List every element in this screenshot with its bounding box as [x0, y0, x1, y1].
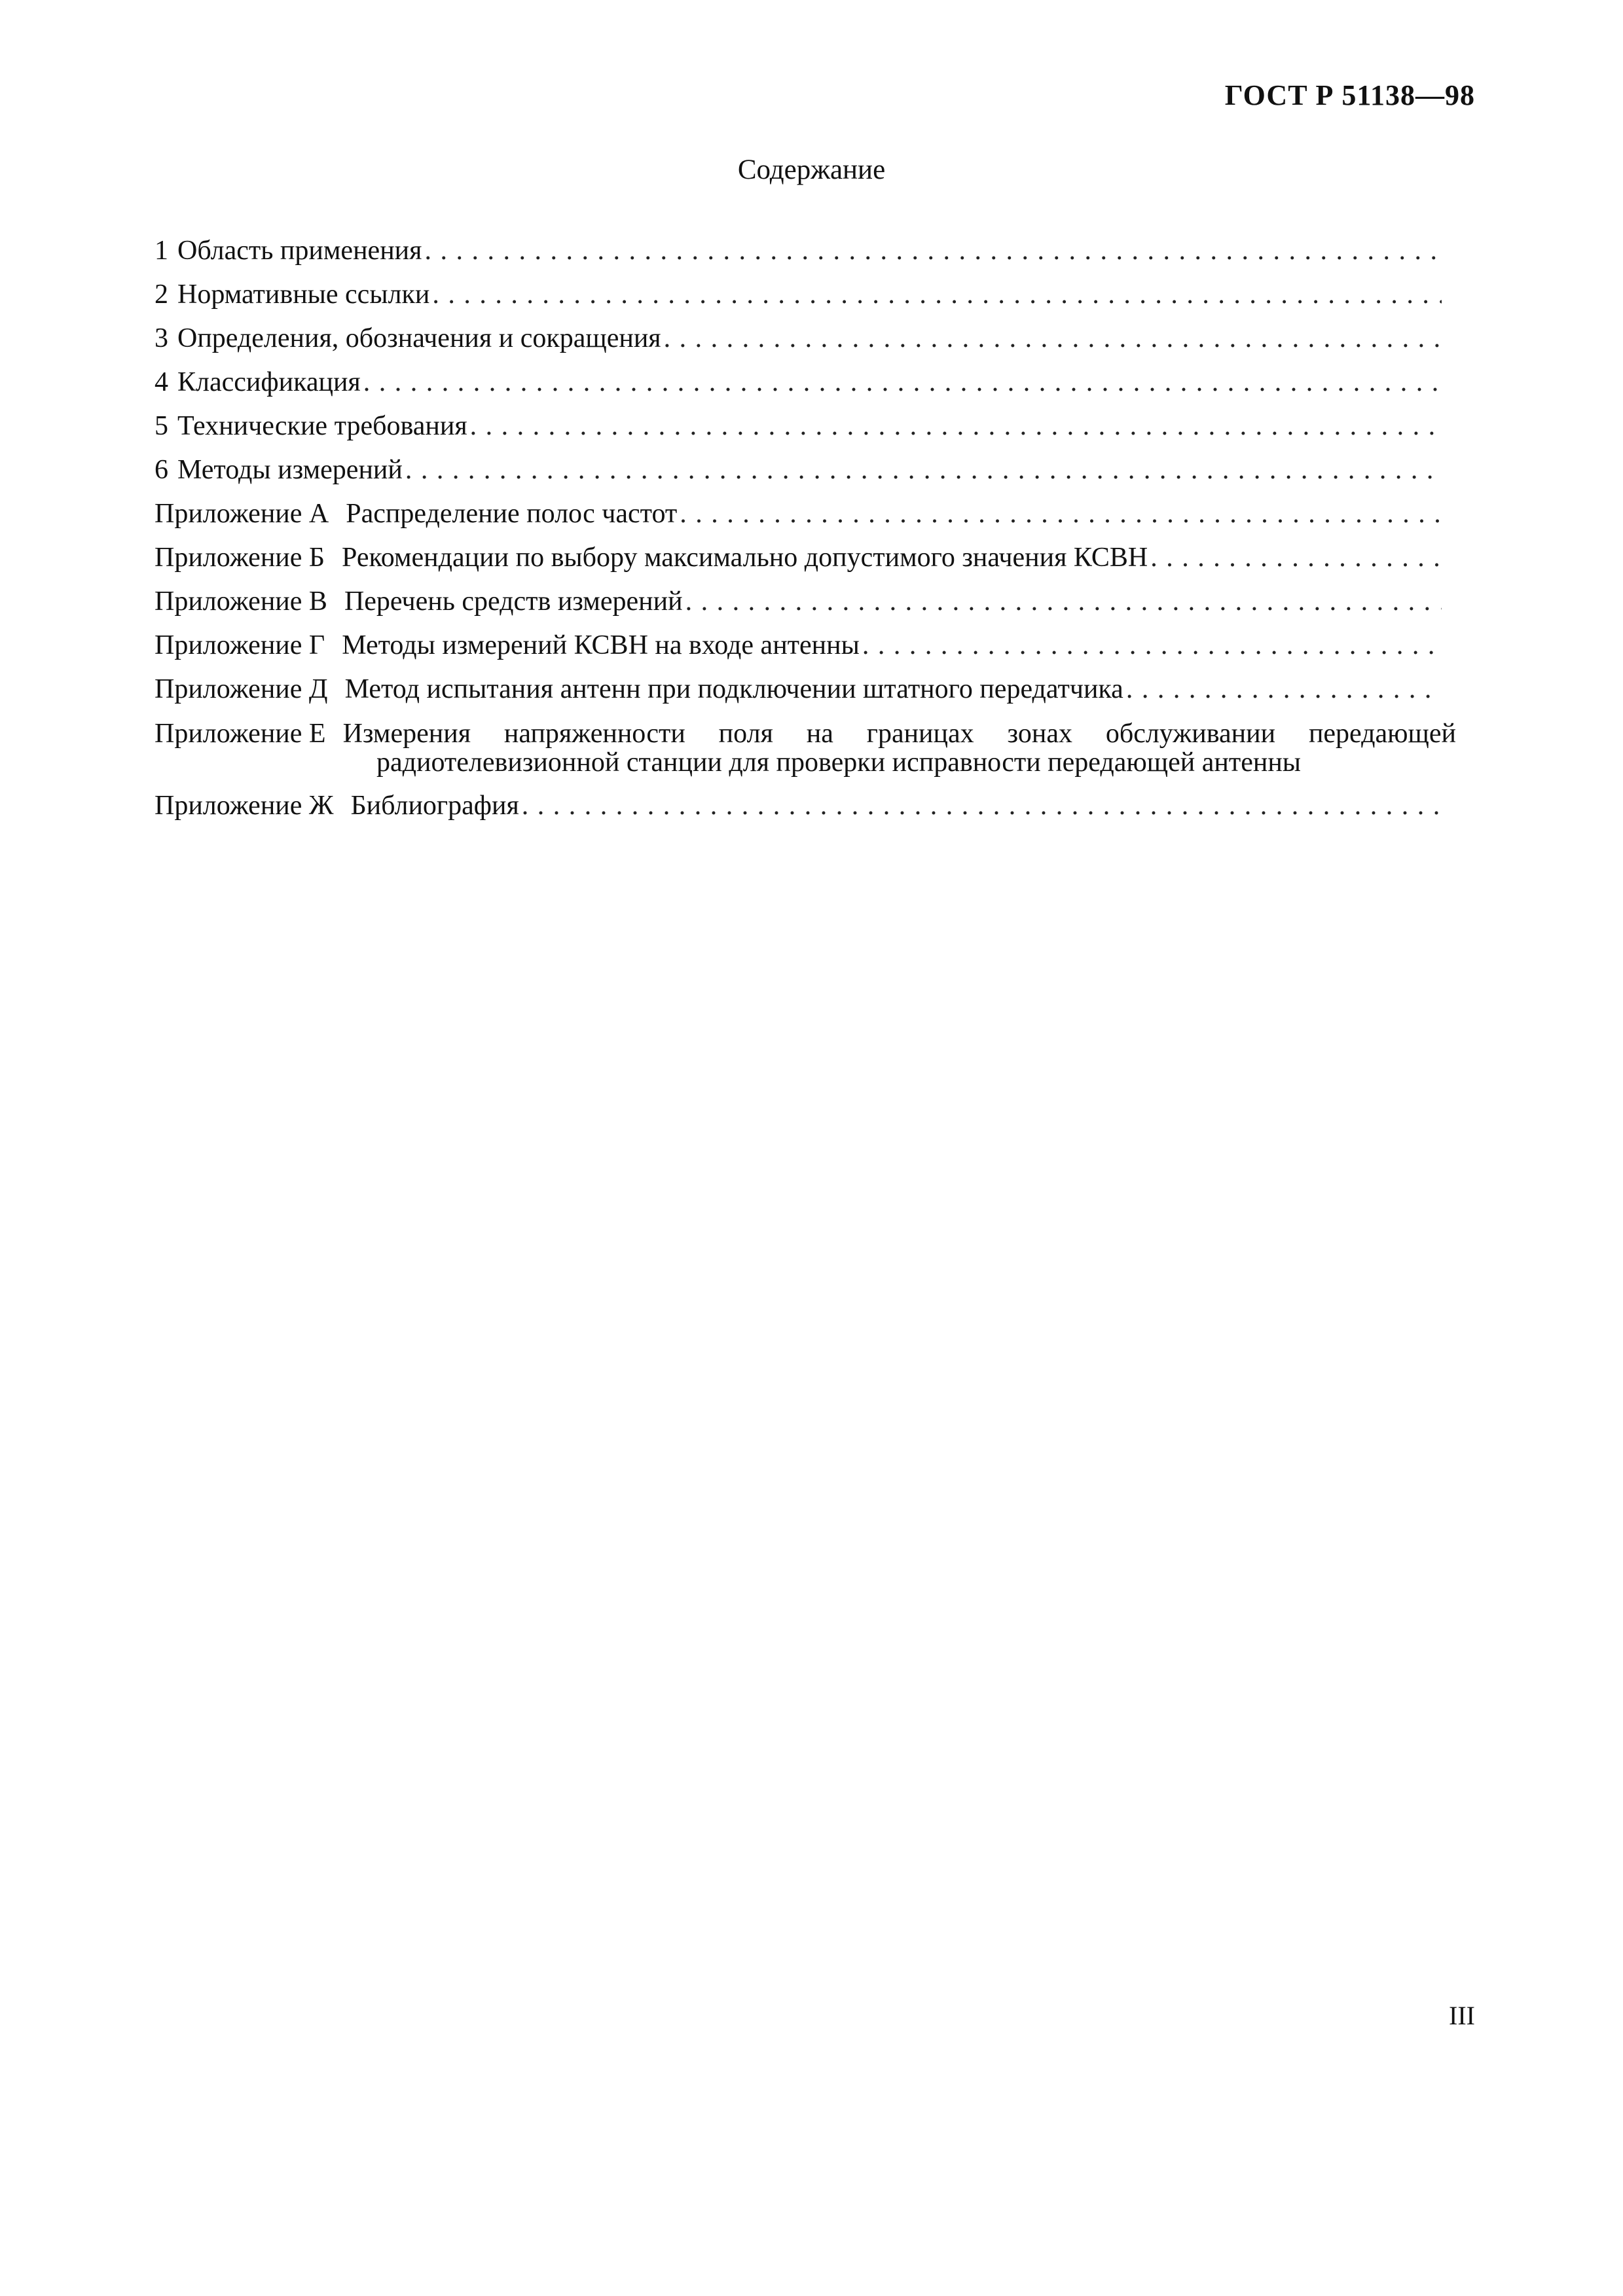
- dot-leader: [522, 784, 1442, 828]
- page-number: III: [1449, 2001, 1475, 2030]
- toc-item[interactable]: [155, 492, 1464, 536]
- dot-leader: [1150, 536, 1442, 580]
- toc-title: Содержание: [737, 154, 886, 185]
- toc-item[interactable]: [155, 668, 1464, 711]
- toc-item-number: Приложение В: [155, 586, 327, 617]
- toc-item-title: Методы измерений: [177, 455, 403, 485]
- dot-leader: [862, 624, 1442, 668]
- table-of-contents: [155, 229, 1464, 828]
- toc-item-title: Рекомендации по выбору максимально допустимого значения КСВН: [342, 543, 1148, 573]
- dot-leader: [470, 404, 1442, 448]
- toc-item-title: Классификация: [177, 367, 361, 397]
- dot-leader: [405, 448, 1442, 492]
- toc-item[interactable]: [155, 404, 1464, 448]
- toc-item-title-continuation: радиотелевизионной станции для проверки исправности передающей антенны: [376, 747, 1302, 778]
- toc-item[interactable]: [155, 784, 1464, 828]
- toc-item[interactable]: [155, 624, 1464, 668]
- toc-item-title: Перечень средств измерений: [344, 586, 683, 617]
- toc-item-title: Технические требования: [177, 411, 467, 441]
- toc-item-number: Приложение Д: [155, 674, 328, 704]
- dot-leader: [685, 580, 1442, 624]
- toc-item-number: 6: [155, 455, 168, 485]
- document-code: ГОСТ Р 51138—98: [1224, 79, 1475, 111]
- toc-item[interactable]: [155, 580, 1464, 624]
- dot-leader: [432, 273, 1442, 317]
- toc-item-title: Область применения: [177, 236, 422, 266]
- toc-item-title: Нормативные ссылки: [177, 279, 430, 310]
- toc-item-number: 1: [155, 236, 168, 266]
- dot-leader: [363, 361, 1442, 404]
- toc-item-number: Приложение Ж: [155, 791, 334, 821]
- dot-leader: [680, 492, 1442, 536]
- toc-item-title: Библиография: [350, 791, 519, 821]
- toc-item-number: Приложение А: [155, 499, 329, 529]
- toc-item-number: 4: [155, 367, 168, 397]
- dot-leader: [1126, 668, 1442, 711]
- toc-item-title: Распределение полос частот: [346, 499, 678, 529]
- toc-item-number: Приложение Б: [155, 543, 325, 573]
- toc-item[interactable]: [155, 229, 1464, 273]
- toc-item[interactable]: [155, 711, 1464, 784]
- dot-leader: [424, 229, 1442, 273]
- toc-item-number: 2: [155, 279, 168, 310]
- toc-item[interactable]: [155, 448, 1464, 492]
- toc-item-title: Измерения напряженности поля на границах зонах обслуживании передающей: [342, 719, 1456, 749]
- toc-item[interactable]: [155, 317, 1464, 361]
- toc-item-number: Приложение Е: [155, 719, 326, 749]
- toc-item-title: Определения, обозначения и сокращения: [177, 323, 661, 353]
- toc-item[interactable]: [155, 273, 1464, 317]
- toc-item-title: Методы измерений КСВН на входе антенны: [342, 630, 860, 660]
- toc-item-number: 3: [155, 323, 168, 353]
- toc-item[interactable]: [155, 536, 1464, 580]
- toc-item[interactable]: [155, 361, 1464, 404]
- toc-item-number: 5: [155, 411, 168, 441]
- dot-leader: [664, 317, 1442, 361]
- toc-item-number: Приложение Г: [155, 630, 325, 660]
- toc-item-title: Метод испытания антенн при подключении штатного передатчика: [344, 674, 1123, 704]
